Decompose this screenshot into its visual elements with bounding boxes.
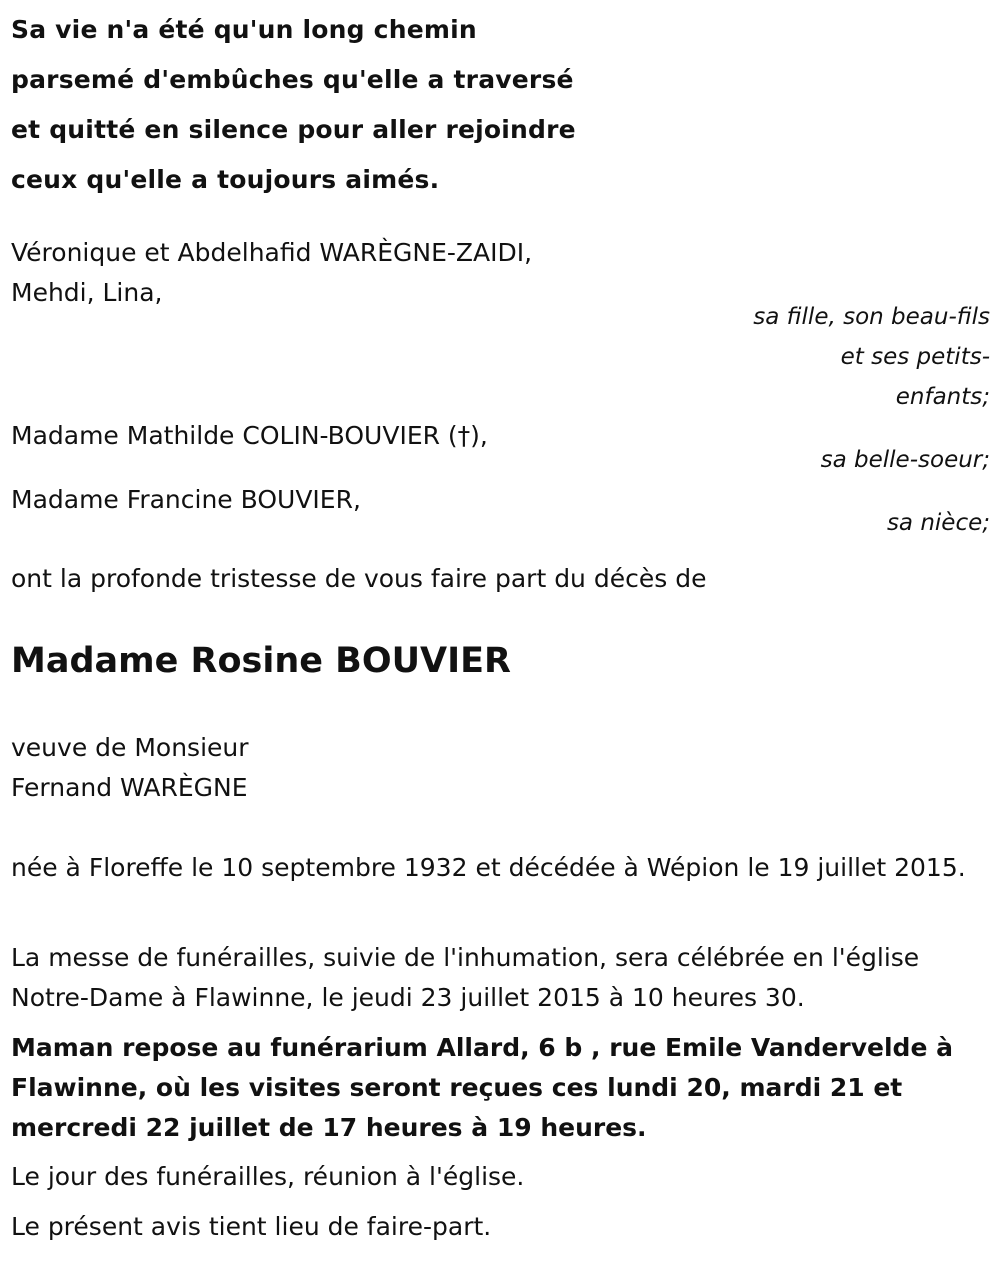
opening-poem: [11, 5, 711, 205]
family-niece-name: Madame Francine BOUVIER,: [11, 485, 361, 514]
family-grandchildren-names: Mehdi, Lina,: [11, 278, 163, 307]
poem-line: et quitté en silence pour aller rejoindre: [11, 115, 576, 144]
notice-paragraph: Le présent avis tient lieu de faire-part.: [11, 1212, 492, 1241]
poem-line: parsemé d'embûches qu'elle a traversé: [11, 65, 574, 94]
funerarium-visits-paragraph: Maman repose au funérarium Allard, 6 b , rue Emile Vandervelde à Flawinne, où les visites seront reçues ces lundi 20, mardi 21 et mercredi 22 juillet de 17 heures à 19 heures.: [11, 1033, 953, 1142]
birth-death-paragraph: née à Floreffe le 10 septembre 1932 et décédée à Wépion le 19 juillet 2015.: [11, 853, 966, 882]
family-relation-line: et ses petits-: [840, 344, 990, 370]
family-niece-relation: sa nièce;: [886, 510, 990, 536]
poem-line: Sa vie n'a été qu'un long chemin: [11, 15, 477, 44]
family-relation-line: enfants;: [895, 384, 990, 410]
announcement-text: ont la profonde tristesse de vous faire part du décès de: [11, 564, 707, 593]
family-sister-in-law-name: Madame Mathilde COLIN-BOUVIER (†),: [11, 421, 488, 450]
family-relation-line: sa fille, son beau-fils: [753, 304, 990, 330]
family-daughter-names: Véronique et Abdelhafid WARÈGNE-ZAIDI,: [11, 238, 533, 267]
meeting-paragraph: Le jour des funérailles, réunion à l'église.: [11, 1162, 525, 1191]
widow-of-line: veuve de Monsieur: [11, 733, 249, 762]
late-husband-name: Fernand WARÈGNE: [11, 773, 248, 802]
family-sister-in-law-relation: sa belle-soeur;: [820, 447, 990, 473]
deceased-name: Madame Rosine BOUVIER: [11, 641, 511, 681]
poem-line: ceux qu'elle a toujours aimés.: [11, 165, 440, 194]
funeral-mass-paragraph: La messe de funérailles, suivie de l'inhumation, sera célébrée en l'église Notre-Dame à Flawinne, le jeudi 23 juillet 2015 à 10 heures 30.: [11, 943, 920, 1012]
